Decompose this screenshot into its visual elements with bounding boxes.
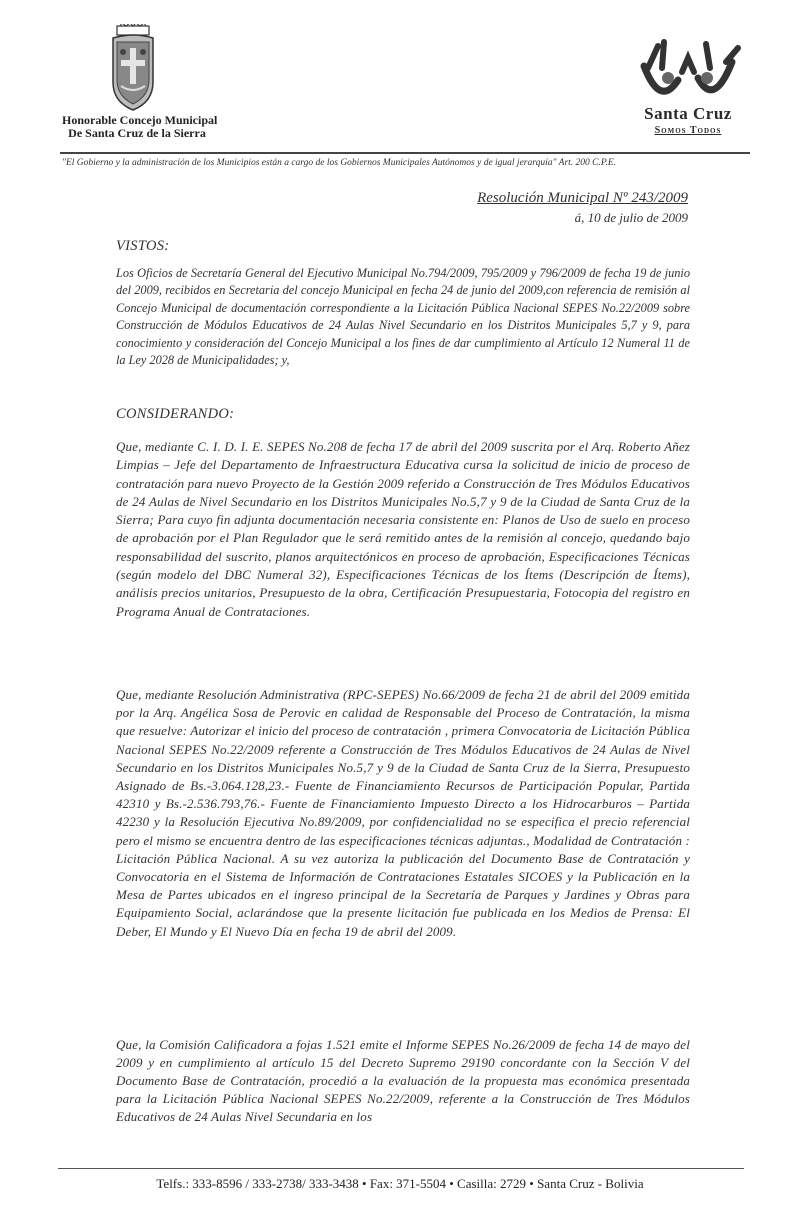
logo-subtitle: Somos Todos bbox=[654, 125, 722, 136]
considerando-paragraph-3: Que, la Comisión Calificadora a fojas 1.521 emite el Informe SEPES No.26/2009 de fecha 14 de mayo del 2009 y en cumplimiento al artículo 15 del Decreto Supremo 29190 concordante con la Sección V del Documento Base de Contratación, procedió a la evaluación de la propuesta mas económica presentada para la Licitación Pública Nacional SEPES No.22/2009, referente a la Construcción de Tres Módulos Educativos de 24 Aulas Nivel Secundaria en los bbox=[116, 1037, 690, 1125]
footer-divider bbox=[58, 1168, 744, 1169]
organization-name bbox=[62, 113, 218, 140]
footer-contact: Telfs.: 333-8596 / 333-2738/ 333-3438 • Fax: 371-5504 • Casilla: 2729 • Santa Cruz - Bolivia bbox=[156, 1176, 644, 1191]
considerando-paragraph-2: Que, mediante Resolución Administrativa (RPC-SEPES) No.66/2009 de fecha 21 de abril del 2009 emitida por la Arq. Angélica Sosa de Perovic en calidad de Responsable del Proceso de Contratación, la misma que resuelve: Autorizar el inicio del proceso de contratación , primera Convocatoria de Licitación Pública Nacional SEPES No.22/2009 referente a Construcción de Tres Módulos Educativos de 24 Aulas de Nivel Secundario en los Distritos Municipales No.5,7 y 9 de la Ciudad de Santa Cruz de la Sierra, Presupuesto Asignado de Bs.-3.064.128,23.- Fuente de Financiamiento Recursos de Participación Popular, Partida 42310 y Bs.-2.536.793,76.- Fuente de Financiamiento Impuesto Directo a los Hidrocarburos – Partida 42230 y la Resolución Ejecutiva No.89/2009, por confidencialidad no se especifica el precio referencial pero el mismo se encuentra dentro de las especificaciones técnicas adjuntas., Modalidad de Contratación : Licitación Pública Nacional. A su vez autoriza la publicación del Documento Base de Contratación y Convocatoria en el Sistema de Información de Contrataciones Estatales SICOES y la Publicación en la Mesa de Partes ubicados en el ingreso principal de la Secretaría de Parques y Jardines y Obras para Equipamiento Social, aclarándose que la presente licitación fue publicada en los Medios de Prensa: El Deber, El Mundo y El Nuevo Día en fecha 19 de abril del 2009. bbox=[116, 687, 690, 939]
header-divider bbox=[60, 152, 750, 154]
logo-title: Santa Cruz bbox=[644, 104, 732, 123]
resolution-title: Resolución Municipal Nº 243/2009 bbox=[477, 190, 688, 206]
considerando-heading: CONSIDERANDO: bbox=[116, 406, 235, 422]
coat-of-arms-icon bbox=[108, 24, 158, 114]
considerando-paragraph-1: Que, mediante C. I. D. I. E. SEPES No.208 de fecha 17 de abril del 2009 suscrita por el Arq. Roberto Añez Limpias – Jefe del Departamento de Infraestructura Educativa cursa la solicitud de inicio de proceso de contratación para nuevo Proyecto de la Gestión 2009 referido a Construcción de Tres Módulos Educativos de 24 Aulas de Nivel Secundario en los Distritos Municipales No.5,7 y 9 de la Ciudad de Santa Cruz de la Sierra; Para cuyo fin adjunta documentación necesaria consistente en: Planos de Uso de suelo en proceso de aprobación por el Plan Regulador que le será remitido antes de la remisión al concejo, quedando bajo responsabilidad del suscrito, planos arquitectónicos en proceso de aprobación, Especificaciones Técnicas (según modelo del DBC Numeral 32), Especificaciones Técnicas de los Ítems (Descripción de Ítems), análisis precios unitarios, Presupuesto de la obra, Certificación Presupuestaria, Fotocopia del registro en Programa Anual de Contrataciones. bbox=[116, 439, 690, 619]
vistos-paragraph: Los Oficios de Secretaría General del Ejecutivo Municipal No.794/2009, 795/2009 y 796/2009 de fecha 19 de junio del 2009, recibidos en Secretaria del concejo Municipal en fecha 24 de junio del 2009,con referencia de remisión al Concejo Municipal de documentación correspondiente a la Licitación Pública Nacional SEPES No.22/2009 sobre Construcción de Módulos Educativos de 24 Aulas Nivel Secundario en los Distritos Municipales 5,7 y 9, para conocimiento y consideración del Concejo Municipal a los fines de dar cumplimiento al Artículo 12 Numeral 11 de la Ley 2028 de Municipalidades; y, bbox=[116, 266, 690, 368]
organization-line-1: Honorable Concejo Municipal bbox=[62, 113, 218, 127]
constitutional-motto: "El Gobierno y la administración de los Municipios están a cargo de los Gobiernos Municipales Autónomos y de igual jerarquía" Art. 200 C.P.E. bbox=[62, 158, 617, 168]
organization-line-2: De Santa Cruz de la Sierra bbox=[68, 126, 206, 140]
vistos-heading: VISTOS: bbox=[116, 238, 170, 254]
resolution-date: á, 10 de julio de 2009 bbox=[574, 210, 688, 225]
